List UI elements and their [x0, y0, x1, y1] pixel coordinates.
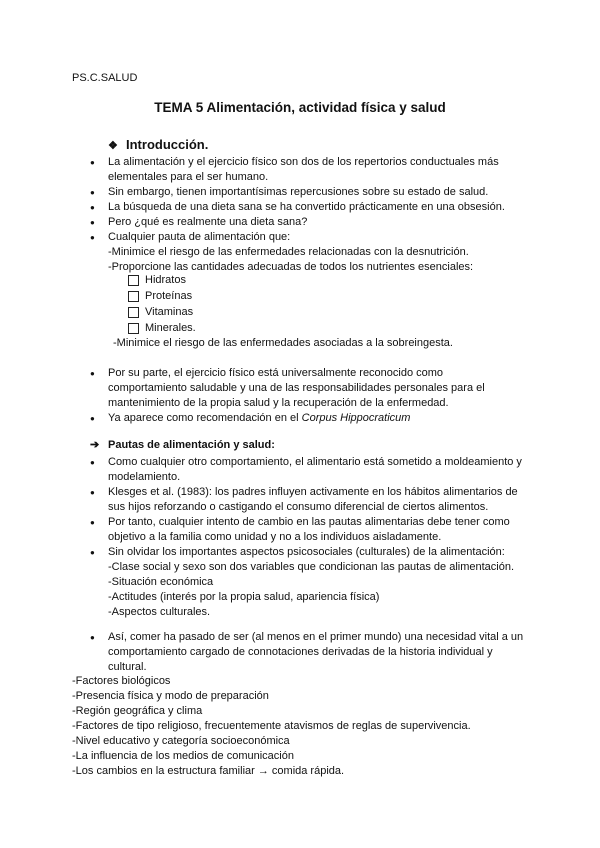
section-heading-text: Pautas de alimentación y salud: — [108, 439, 275, 451]
list-item: ● Por tanto, cualquier intento de cambio en las pautas alimentarias debe tener como objetivo a la familia como unidad y no a los individuos aisladamente. — [90, 515, 540, 545]
factor-item: -Factores de tipo religioso, frecuentemente atavismos de reglas de supervivencia. — [72, 720, 471, 732]
factors-list — [72, 674, 471, 779]
checklist-item: Hidratos — [128, 272, 196, 288]
page-title: TEMA 5 Alimentación, actividad física y salud — [154, 100, 446, 115]
diamond-bullet-icon: ❖ — [108, 140, 118, 152]
list-item: ● Sin embargo, tienen importantísimas repercusiones sobre su estado de salud. — [90, 185, 530, 200]
factor-item: -Presencia física y modo de preparación — [72, 690, 269, 702]
checklist-item: Vitaminas — [128, 304, 196, 320]
section-heading-intro — [108, 137, 208, 152]
list-item: ● Pero ¿qué es realmente una dieta sana? — [90, 215, 530, 230]
list-item: ● Cualquier pauta de alimentación que: -Minimice el riesgo de las enfermedades relacionadas con la desnutrición. -Proporcione las cantidades adecuadas de todos los nutrientes esenciales: — [90, 230, 530, 275]
factor-item: -La influencia de los medios de comunicación — [72, 750, 294, 762]
exercise-bullet-list — [90, 366, 530, 426]
list-item: ● Como cualquier otro comportamiento, el alimentario está sometido a moldeamiento y modelamiento. — [90, 455, 540, 485]
factor-item: -Región geográfica y clima — [72, 705, 203, 717]
checkbox-icon — [128, 275, 139, 286]
section-heading-text: Introducción. — [126, 137, 209, 152]
list-item: ● Klesges et al. (1983): los padres influyen activamente en los hábitos alimentarios de sus hijos reforzando o castigando el consumo diferencial de ciertos alimentos. — [90, 485, 540, 515]
checkbox-icon — [128, 291, 139, 302]
factor-item: -Los cambios en la estructura familiar → comida rápida. — [72, 765, 345, 777]
checklist-item: Proteínas — [128, 288, 196, 304]
nutrient-checklist — [128, 272, 196, 336]
checkbox-icon — [128, 323, 139, 334]
course-header: PS.C.SALUD — [72, 72, 138, 84]
intro-bullet-list — [90, 155, 530, 275]
factor-item: -Nivel educativo y categoría socioeconómica — [72, 735, 290, 747]
pautas-bullet-list — [90, 455, 540, 620]
list-item: ● La alimentación y el ejercicio físico son dos de los repertorios conductuales más elementales para el ser humano. — [90, 155, 530, 185]
section-heading-pautas — [90, 438, 275, 451]
checkbox-icon — [128, 307, 139, 318]
checklist-item: Minerales. — [128, 320, 196, 336]
culture-bullet-list — [90, 630, 540, 675]
list-item: ● Así, comer ha pasado de ser (al menos en el primer mundo) una necesidad vital a un comportamiento cargado de connotaciones derivadas de la historia individual y cultural. — [90, 630, 540, 675]
list-item: ● Sin olvidar los importantes aspectos psicosociales (culturales) de la alimentación: -Clase social y sexo son dos variables que condicionan las pautas de alimentación. -Situación económica -Actitudes (interés por la propia salud, apariencia física) -Aspectos culturales. — [90, 545, 540, 620]
list-item: ● Ya aparece como recomendación en el Corpus Hippocraticum — [90, 411, 530, 426]
minimize-overeating-line: -Minimice el riesgo de las enfermedades asociadas a la sobreingesta. — [113, 337, 453, 349]
list-item: ● La búsqueda de una dieta sana se ha convertido prácticamente en una obsesión. — [90, 200, 530, 215]
factor-item: -Factores biológicos — [72, 675, 171, 687]
list-item: ● Por su parte, el ejercicio físico está universalmente reconocido como comportamiento saludable y una de las responsabilidades personales para el mantenimiento de la propia salud y la recuperación de la enfermedad. — [90, 366, 530, 411]
arrow-right-icon: ➔ — [90, 439, 100, 451]
